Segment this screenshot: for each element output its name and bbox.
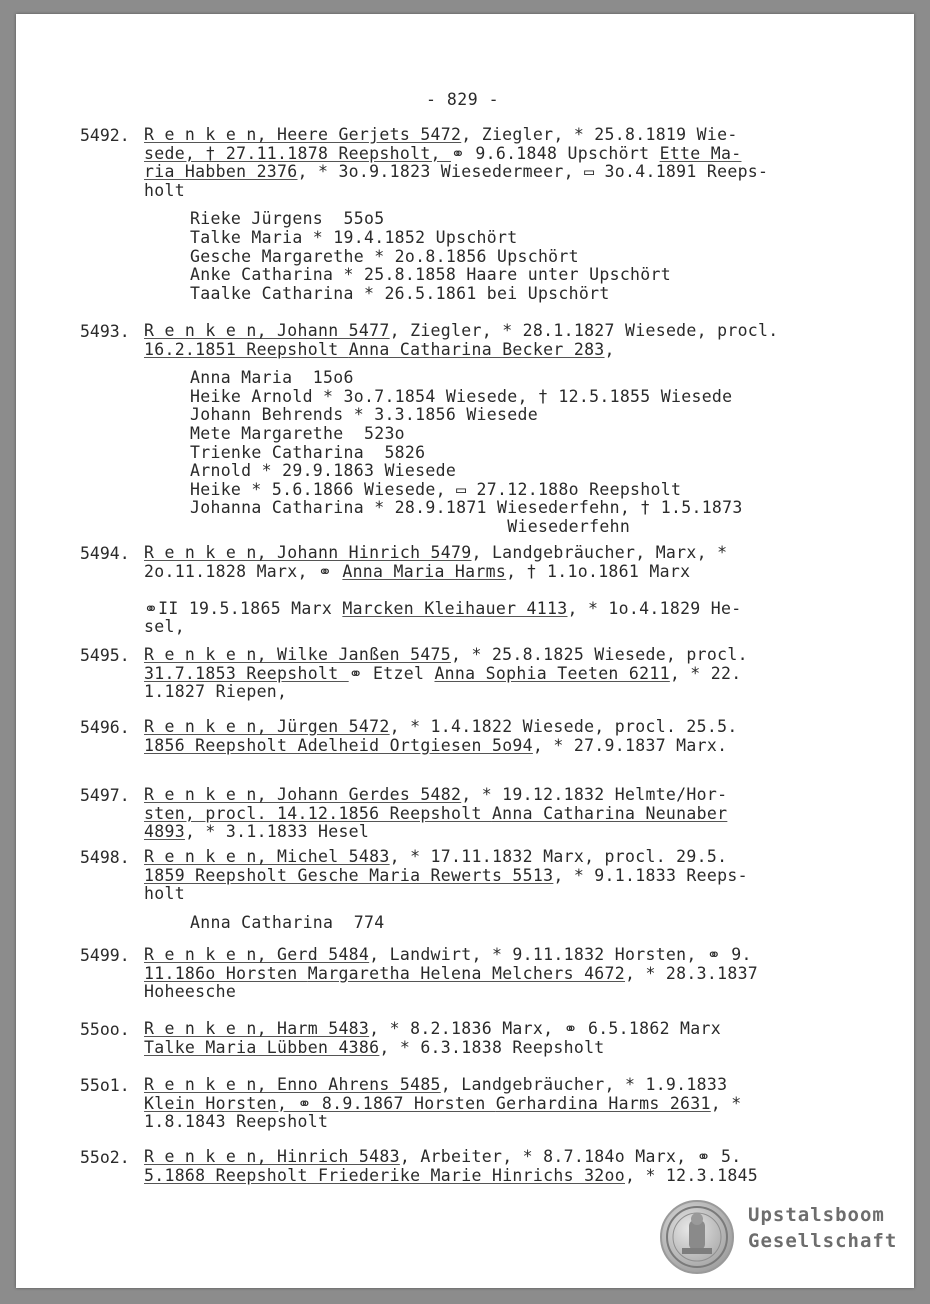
text-segment: , Arbeiter, * 8.7.184o Marx, ⚭ 5.	[399, 1147, 742, 1166]
record-line	[144, 848, 727, 866]
child-entry: Wiesederfehn	[190, 517, 631, 536]
underlined-text: 1859 Reepsholt	[144, 865, 298, 885]
logo-line-2: Gesellschaft	[748, 1230, 898, 1252]
underlined-text: 4893	[144, 822, 185, 842]
text-segment: Hoheesche	[144, 982, 237, 1002]
text-segment: 1.8.1843 Reepsholt	[144, 1112, 329, 1132]
record-number: 55o1.	[80, 1076, 130, 1095]
text-segment: , Landgebräucher, Marx, *	[471, 543, 728, 562]
underlined-text: R e n k e n, Michel 5483	[144, 847, 390, 866]
underlined-text: R e n k e n, Wilke Janßen 5475	[144, 645, 452, 664]
record-line	[144, 737, 727, 755]
text-segment: , * 3o.9.1823 Wiesedermeer, ▭ 3o.4.1891 Reeps-	[297, 162, 769, 182]
record-line	[144, 823, 369, 841]
record-line	[144, 646, 748, 664]
underlined-text: R e n k e n, Jürgen 5472	[144, 717, 390, 736]
record-number: 55oo.	[80, 1020, 130, 1039]
text-segment: ⚭II 19.5.1865 Marx	[144, 598, 343, 618]
page-number: - 829 -	[426, 90, 500, 109]
underlined-text: R e n k e n, Gerd 5484	[144, 945, 370, 964]
record-number: 5492.	[80, 126, 130, 145]
text-segment: , Ziegler, * 28.1.1827 Wiesede, procl.	[389, 321, 779, 340]
record-number: 5496.	[80, 718, 130, 737]
text-segment: holt	[144, 180, 185, 200]
text-segment: , * 27.9.1837 Marx.	[532, 735, 728, 755]
record-line	[144, 718, 738, 736]
record-number: 5495.	[80, 646, 130, 665]
text-segment: , * 12.3.1845	[625, 1165, 759, 1185]
underlined-text: Friederike Marie Hinrichs 32oo	[317, 1165, 625, 1185]
record-number: 55o2.	[80, 1148, 130, 1167]
record-line	[144, 867, 748, 885]
text-segment: , * 9.1.1833 Reeps-	[553, 865, 748, 885]
underlined-text: Klein Horsten, ⚭ 8.9.1867 Horsten	[144, 1093, 496, 1113]
record-line	[144, 683, 287, 701]
record-line	[144, 1148, 741, 1166]
underlined-text: ria Habben 2376	[144, 162, 298, 182]
underlined-text: Anna Sophia Teeten 6211	[434, 663, 670, 683]
text-segment: ⚭ Etzel	[348, 663, 435, 683]
text-segment: , * 1o.4.1829 He-	[567, 598, 742, 618]
record-line	[144, 665, 741, 683]
record-line	[144, 322, 779, 340]
underlined-text: 11.186o Horsten	[144, 963, 308, 983]
record-line	[144, 563, 690, 581]
document-page	[16, 14, 914, 1288]
record-line	[144, 885, 185, 903]
child-entry: Trienke Catharina 5826	[190, 442, 426, 462]
underlined-text: 1856 Reepsholt	[144, 735, 298, 755]
text-segment: sel,	[144, 617, 185, 637]
text-segment: , Ziegler, * 25.8.1819 Wie-	[461, 125, 738, 144]
text-segment: 2o.11.1828 Marx, ⚭	[144, 561, 343, 581]
record-line	[144, 786, 727, 804]
underlined-text: Talke Maria Lübben 4386	[144, 1037, 380, 1057]
child-entry: Taalke Catharina * 26.5.1861 bei Upschört	[190, 283, 610, 303]
underlined-text: R e n k e n, Enno Ahrens 5485	[144, 1075, 441, 1094]
record-line	[144, 126, 738, 144]
child-entry: Mete Margarethe 523o	[190, 424, 405, 443]
record-line	[144, 805, 727, 823]
record-number: 5499.	[80, 946, 130, 965]
record-number: 5498.	[80, 848, 130, 867]
child-entry: Gesche Margarethe * 2o.8.1856 Upschört	[190, 246, 579, 266]
underlined-text: 31.7.1853 Reepsholt	[144, 663, 349, 683]
underlined-text: Gerhardina Harms 2631	[495, 1093, 711, 1113]
record-line	[144, 618, 185, 636]
record-line	[144, 145, 741, 163]
underlined-text: 16.2.1851 Reepsholt	[144, 339, 349, 359]
text-segment: holt	[144, 884, 185, 904]
underlined-text: R e n k e n, Johann Gerdes 5482	[144, 785, 462, 804]
child-entry: Talke Maria * 19.4.1852 Upschört	[190, 228, 518, 247]
society-logo	[660, 1200, 914, 1280]
record-line	[144, 163, 768, 181]
text-segment: , * 8.2.1836 Marx, ⚭ 6.5.1862 Marx	[369, 1019, 721, 1038]
underlined-text: R e n k e n, Johann Hinrich 5479	[144, 543, 472, 562]
underlined-text: R e n k e n, Johann 5477	[144, 321, 390, 340]
record-line	[144, 965, 758, 983]
text-segment: , Landwirt, * 9.11.1832 Horsten, ⚭ 9.	[369, 945, 752, 964]
underlined-text: Gesche Maria Rewerts 5513	[297, 865, 554, 885]
underlined-text: R e n k e n, Heere Gerjets 5472	[144, 125, 462, 144]
record-line	[144, 1095, 741, 1113]
text-segment: 1.1827 Riepen,	[144, 682, 288, 702]
record-line	[144, 983, 236, 1001]
record-line	[144, 1113, 328, 1131]
child-entry: Heike Arnold * 3o.7.1854 Wiesede, † 12.5.1855 Wiesede	[190, 386, 733, 406]
text-segment: , * 17.11.1832 Marx, procl. 29.5.	[389, 847, 728, 866]
child-entry: Anna Maria 15o6	[190, 368, 354, 388]
child-entry: Arnold * 29.9.1863 Wiesede	[190, 461, 457, 481]
underlined-text: Anna Maria Harms	[342, 561, 507, 581]
underlined-text: Anna Catharina Becker 283	[348, 339, 605, 359]
record-line	[144, 341, 615, 359]
text-segment: , *	[710, 1093, 742, 1113]
child-entry: Anke Catharina * 25.8.1858 Haare unter Upschört	[190, 265, 671, 285]
child-entry: Heike * 5.6.1866 Wiesede, ▭ 27.12.188o Reepsholt	[190, 479, 682, 499]
text-segment: , * 22.	[669, 663, 742, 683]
underlined-text: Margaretha Helena Melchers 4672	[307, 963, 625, 983]
record-line	[144, 544, 727, 562]
child-entry: Rieke Jürgens 55o5	[190, 209, 385, 229]
child-entry: Johanna Catharina * 28.9.1871 Wiesederfehn, † 1.5.1873	[190, 498, 743, 518]
record-number: 5493.	[80, 322, 130, 341]
underlined-text: Adelheid Ortgiesen 5o94	[297, 735, 533, 755]
underlined-text: Marcken Kleihauer 4113	[342, 598, 568, 618]
record-line	[144, 1039, 605, 1057]
text-segment: ,	[604, 339, 615, 359]
child-entry: Anna Catharina 774	[190, 912, 385, 932]
record-line	[144, 600, 741, 618]
record-line	[144, 946, 752, 964]
seal-icon	[660, 1200, 734, 1274]
record-line	[144, 1167, 758, 1185]
text-segment: , † 1.1o.1861 Marx	[506, 561, 691, 581]
text-segment: , * 6.3.1838 Reepsholt	[379, 1037, 605, 1057]
text-segment: , * 19.12.1832 Helmte/Hor-	[461, 785, 728, 804]
underlined-text: sten, procl. 14.12.1856 Reepsholt	[144, 803, 492, 823]
record-line	[144, 182, 185, 200]
record-line	[144, 1020, 721, 1038]
record-number: 5497.	[80, 786, 130, 805]
text-segment: , * 1.4.1822 Wiesede, procl. 25.5.	[389, 717, 738, 736]
record-line	[144, 1076, 727, 1094]
underlined-text: R e n k e n, Harm 5483	[144, 1019, 370, 1038]
text-segment: ⚭ 9.6.1848 Upschört	[451, 143, 660, 163]
record-number: 5494.	[80, 544, 130, 563]
underlined-text: Ette Ma-	[659, 143, 742, 163]
text-segment: , Landgebräucher, * 1.9.1833	[440, 1075, 728, 1094]
child-entry: Johann Behrends * 3.3.1856 Wiesede	[190, 405, 538, 425]
underlined-text: R e n k e n, Hinrich 5483	[144, 1147, 400, 1166]
underlined-text: Anna Catharina Neunaber	[491, 803, 728, 823]
underlined-text: 5.1868 Reepsholt	[144, 1165, 318, 1185]
text-segment: , * 3.1.1833 Hesel	[184, 822, 370, 842]
text-segment: , * 28.3.1837	[625, 963, 759, 983]
logo-line-1: Upstalsboom	[748, 1204, 885, 1226]
text-segment: , * 25.8.1825 Wiesede, procl.	[451, 645, 748, 664]
underlined-text: sede, † 27.11.1878 Reepsholt,	[144, 143, 452, 163]
